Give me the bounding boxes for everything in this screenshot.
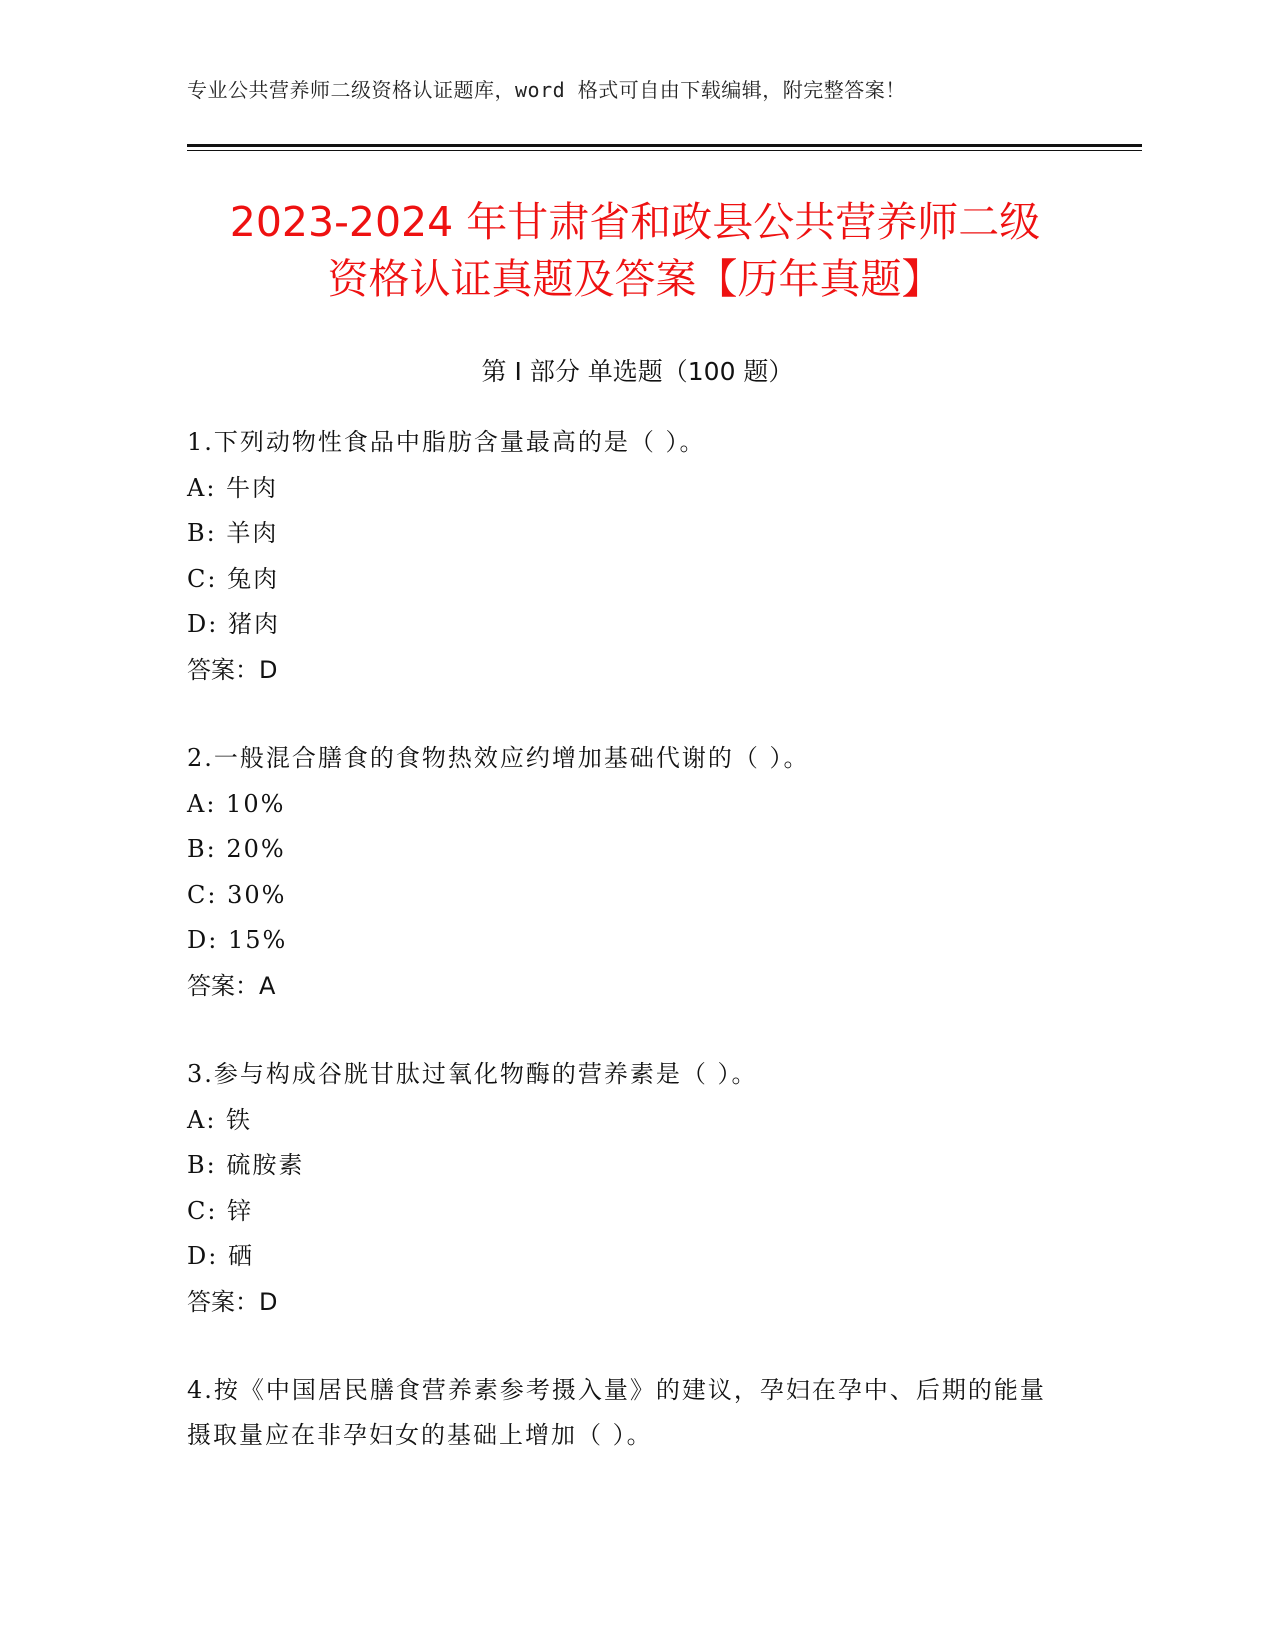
answer: 答案：D [187,655,278,684]
question-stem: 2.一般混合膳食的食物热效应约增加基础代谢的（ ）。 [187,744,810,772]
option-a: A: 牛肉 [187,473,279,502]
header-divider-thick [187,144,1142,147]
option-b: B: 羊肉 [187,519,279,547]
option-c: C: 锌 [187,1196,254,1225]
question-stem: 3.参与构成谷胱甘肽过氧化物酶的营养素是（ ）。 [187,1060,758,1088]
option-d: D: 15% [187,926,288,954]
question-1 [187,420,1067,693]
section-heading: 第 I 部分 单选题（100 题） [481,357,794,386]
header-divider-thin [187,150,1142,151]
question-3 [187,1052,1067,1325]
option-a: A: 铁 [187,1105,253,1134]
option-d: D: 猪肉 [187,610,280,638]
answer: 答案：D [187,1287,278,1316]
option-b: B: 20% [187,835,286,863]
title-line-1: 2023-2024 年甘肃省和政县公共营养师二级 [229,198,1041,246]
option-a: A: 10% [187,789,286,818]
question-2 [187,736,1067,1009]
option-c: C: 兔肉 [187,564,280,593]
title-line-2: 资格认证真题及答案【历年真题】 [327,255,943,303]
option-b: B: 硫胺素 [187,1151,305,1179]
answer: 答案：A [187,971,276,1000]
option-c: C: 30% [187,880,287,909]
question-4 [187,1368,1067,1458]
option-d: D: 硒 [187,1242,254,1270]
question-stem: 1.下列动物性食品中脂肪含量最高的是（ ）。 [187,428,706,456]
document-title [195,194,1075,308]
question-stem: 4.按《中国居民膳食营养素参考摄入量》的建议，孕妇在孕中、后期的能量摄取量应在非孕妇女的基础上增加（ ）。 [187,1376,1046,1449]
header-text: 专业公共营养师二级资格认证题库，word 格式可自由下载编辑，附完整答案！ [187,78,906,102]
